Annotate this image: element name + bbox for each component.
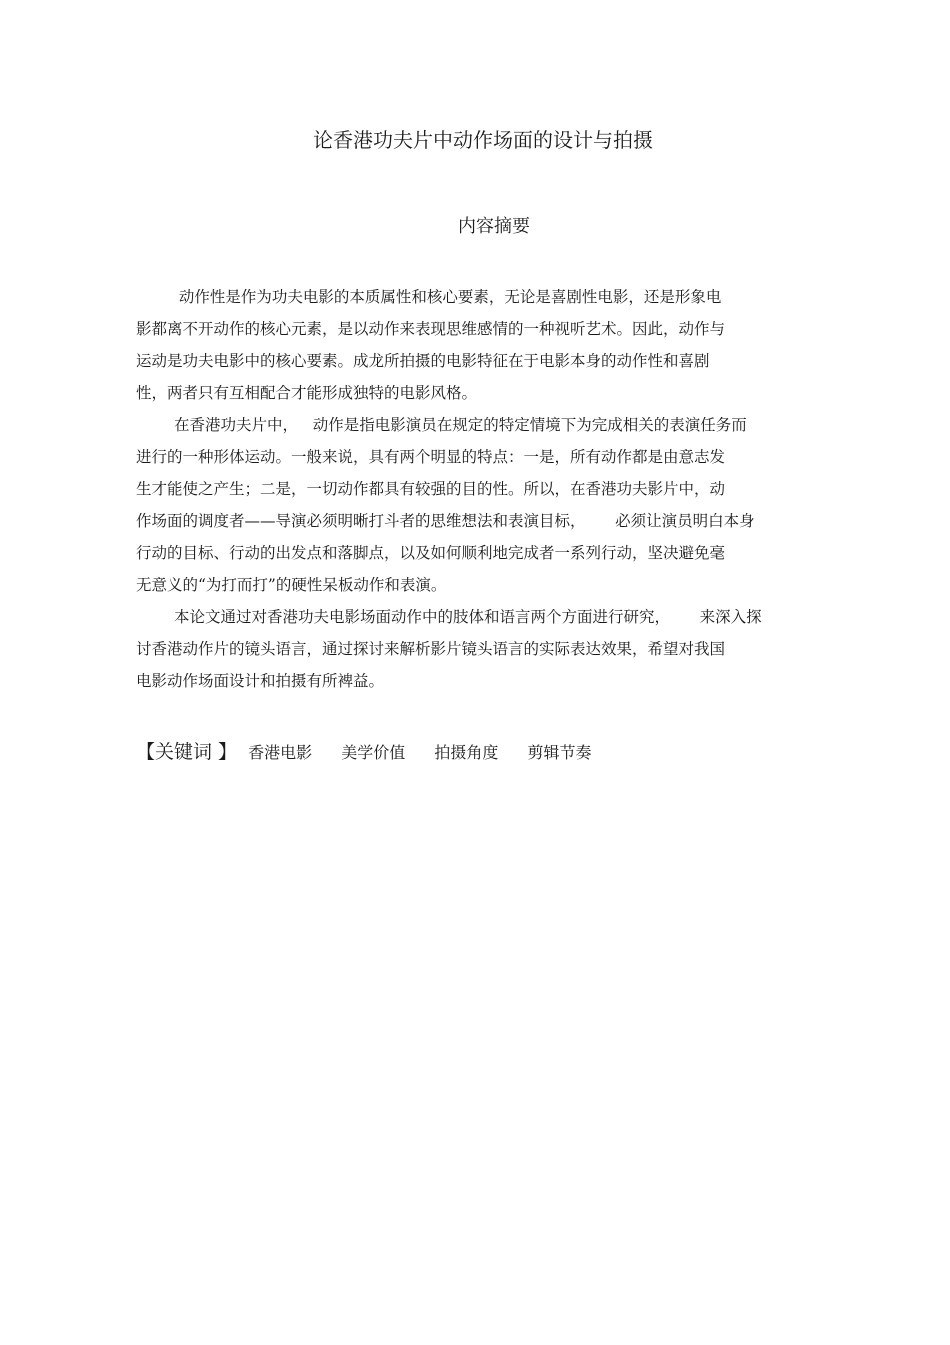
paragraph-line: 电影动作场面设计和拍摄有所裨益。	[136, 672, 385, 690]
paragraph-line: 影都离不开动作的核心元素，是以动作来表现思维感情的一种视听艺术。因此，动作与	[136, 320, 726, 338]
keyword-item: 剪辑节奏	[527, 743, 592, 762]
paragraph-line: 作场面的调度者——导演必须明晰打斗者的思维想法和表演目标， 必须让演员明白本身	[136, 512, 755, 530]
paragraph-line: 讨香港动作片的镜头语言，通过探讨来解析影片镜头语言的实际表达效果，希望对我国	[136, 640, 726, 658]
paragraph-line: 无意义的“为打而打”的硬性呆板动作和表演。	[136, 576, 447, 594]
keyword-item: 美学价值	[341, 743, 406, 762]
abstract-paragraph	[136, 409, 866, 601]
document-title: 论香港功夫片中动作场面的设计与拍摄	[313, 128, 653, 152]
abstract-body	[136, 281, 866, 697]
paragraph-line: 性，两者只有互相配合才能形成独特的电影风格。	[136, 384, 478, 402]
keywords-label: 【关键词 】	[136, 741, 238, 763]
keywords-line	[136, 738, 615, 767]
paragraph-line: 运动是功夫电影中的核心要素。成龙所拍摄的电影特征在于电影本身的动作性和喜剧	[136, 352, 710, 370]
paragraph-line: 本论文通过对香港功夫电影场面动作中的肢体和语言两个方面进行研究， 来深入探	[174, 608, 762, 626]
keyword-item: 香港电影	[248, 743, 313, 762]
abstract-paragraph	[136, 281, 866, 409]
paragraph-line: 行动的目标、行动的出发点和落脚点，以及如何顺利地完成者一系列行动，坚决避免毫	[136, 544, 726, 562]
paragraph-line: 动作性是作为功夫电影的本质属性和核心要素，无论是喜剧性电影，还是形象电	[174, 288, 722, 306]
paragraph-line: 在香港功夫片中， 动作是指电影演员在规定的特定情境下为完成相关的表演任务而	[174, 416, 747, 434]
paragraph-line: 生才能使之产生；二是，一切动作都具有较强的目的性。所以，在香港功夫影片中，动	[136, 480, 726, 498]
abstract-heading: 内容摘要	[458, 216, 530, 237]
paragraph-line: 进行的一种形体运动。一般来说，具有两个明显的特点：一是，所有动作都是由意志发	[136, 448, 726, 466]
keyword-item: 拍摄角度	[434, 743, 499, 762]
abstract-paragraph	[136, 601, 866, 697]
